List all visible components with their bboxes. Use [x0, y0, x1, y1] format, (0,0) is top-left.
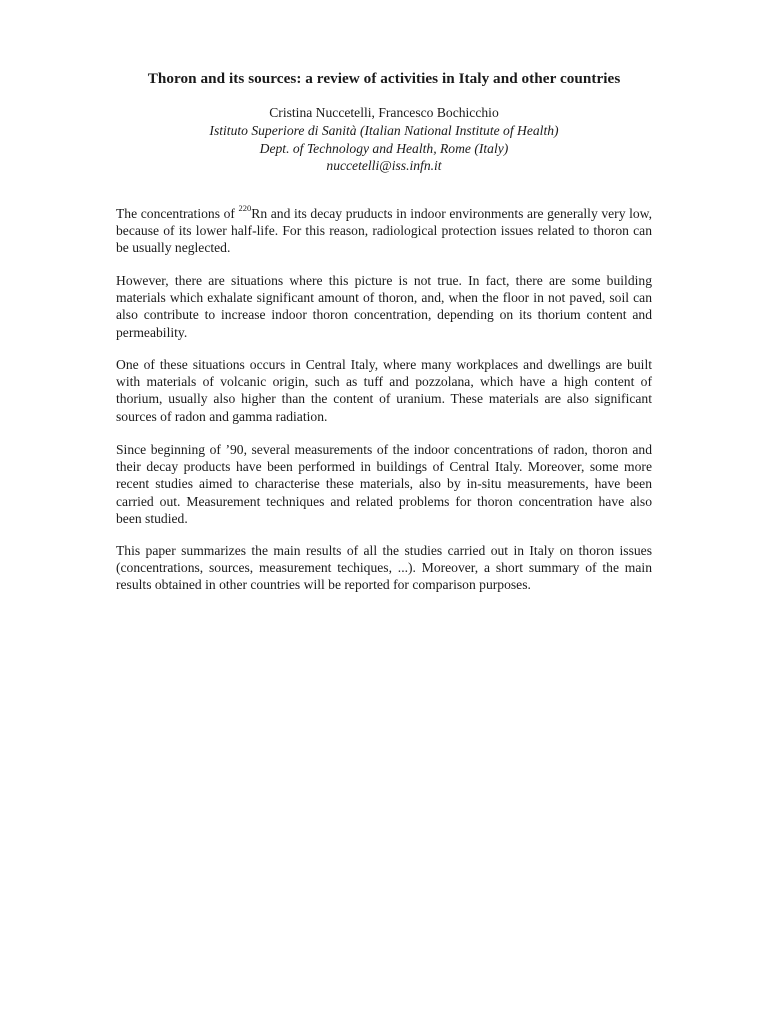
- affiliation-department: Dept. of Technology and Health, Rome (Italy): [259, 140, 509, 156]
- paragraph-1: [116, 205, 652, 257]
- author-email: nuccetelli@iss.infn.it: [326, 158, 442, 173]
- paragraph-4: Since beginning of ’90, several measurements of the indoor concentrations of radon, thoron and their decay products have been performed in buildings of Central Italy. Moreover, some more recent studies aimed to characterise these materials, also by in-situ measurements, have been carried out. Measurement techniques and related problems for thoron concentration have also been studied.: [116, 442, 652, 526]
- isotope-mass-number: 220: [238, 203, 252, 214]
- author-list: Cristina Nuccetelli, Francesco Bochicchio: [269, 105, 499, 120]
- paragraph-3: One of these situations occurs in Central Italy, where many workplaces and dwellings are built with materials of volcanic origin, such as tuff and pozzolana, which have a high content of thorium, usually also higher than the content of uranium. These materials are also significant sources of radon and gamma radiation.: [116, 357, 652, 424]
- paragraph-2: However, there are situations where this picture is not true. In fact, there are some building materials which exhalate significant amount of thoron, and, when the floor in not paved, soil can also contribute to increase indoor thoron concentration, depending on its thorium content and permeability.: [116, 273, 652, 340]
- affiliation-institute: Istituto Superiore di Sanità (Italian National Institute of Health): [209, 123, 559, 138]
- paragraph-1-text-before: The concentrations of: [116, 206, 239, 221]
- paragraph-5: This paper summarizes the main results of all the studies carried out in Italy on thoron issues (concentrations, sources, measurement techiques, ...). Moreover, a short summary of the main results obtained in other countries will be reported for comparison purposes.: [116, 543, 652, 593]
- paper-title: Thoron and its sources: a review of activities in Italy and other countries: [147, 70, 621, 87]
- paragraph-1-text-after: Rn and its decay pruducts in indoor environments are generally very low, because of its lower half-life. For this reason, radiological protection issues related to thoron can be usually neglected.: [116, 206, 653, 256]
